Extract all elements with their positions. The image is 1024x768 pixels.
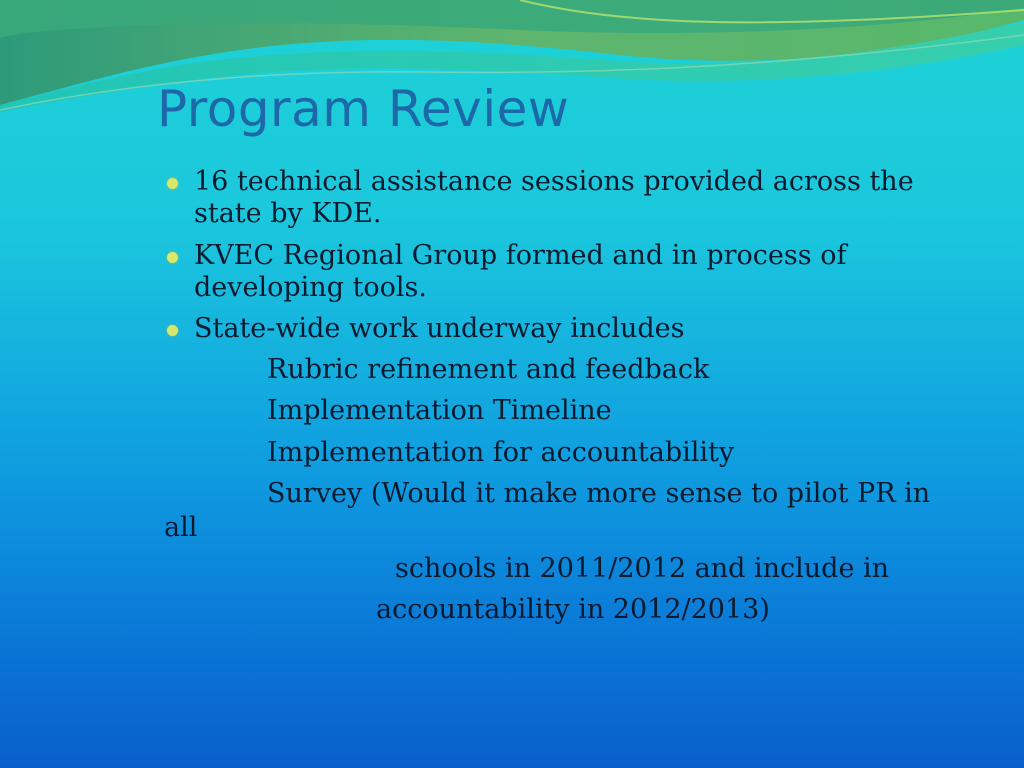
- bullet-marker-icon: [167, 325, 178, 336]
- bullet-text: KVEC Regional Group formed and in process of developing tools.: [194, 240, 847, 303]
- sub-item: Rubric refinement and feedback: [267, 354, 710, 385]
- bullet-item: [194, 166, 984, 230]
- sub-item: Survey (Would it make more sense to pilot PR in: [267, 478, 931, 509]
- slide-title: Program Review: [157, 80, 570, 138]
- bullet-text: State-wide work underway includes: [194, 313, 685, 344]
- sub-item: Implementation Timeline: [267, 395, 612, 426]
- bullet-marker-icon: [167, 178, 178, 189]
- bullet-item: [194, 240, 984, 304]
- sub-item-wrap: all: [164, 512, 198, 543]
- sub-item-continuation: schools in 2011/2012 and include in: [395, 553, 890, 584]
- sub-item: Implementation for accountability: [267, 437, 735, 468]
- bullet-marker-icon: [167, 252, 178, 263]
- bullet-item: [194, 313, 984, 345]
- bullet-text: 16 technical assistance sessions provided across the state by KDE.: [194, 166, 914, 229]
- sub-item-continuation: accountability in 2012/2013): [376, 594, 770, 625]
